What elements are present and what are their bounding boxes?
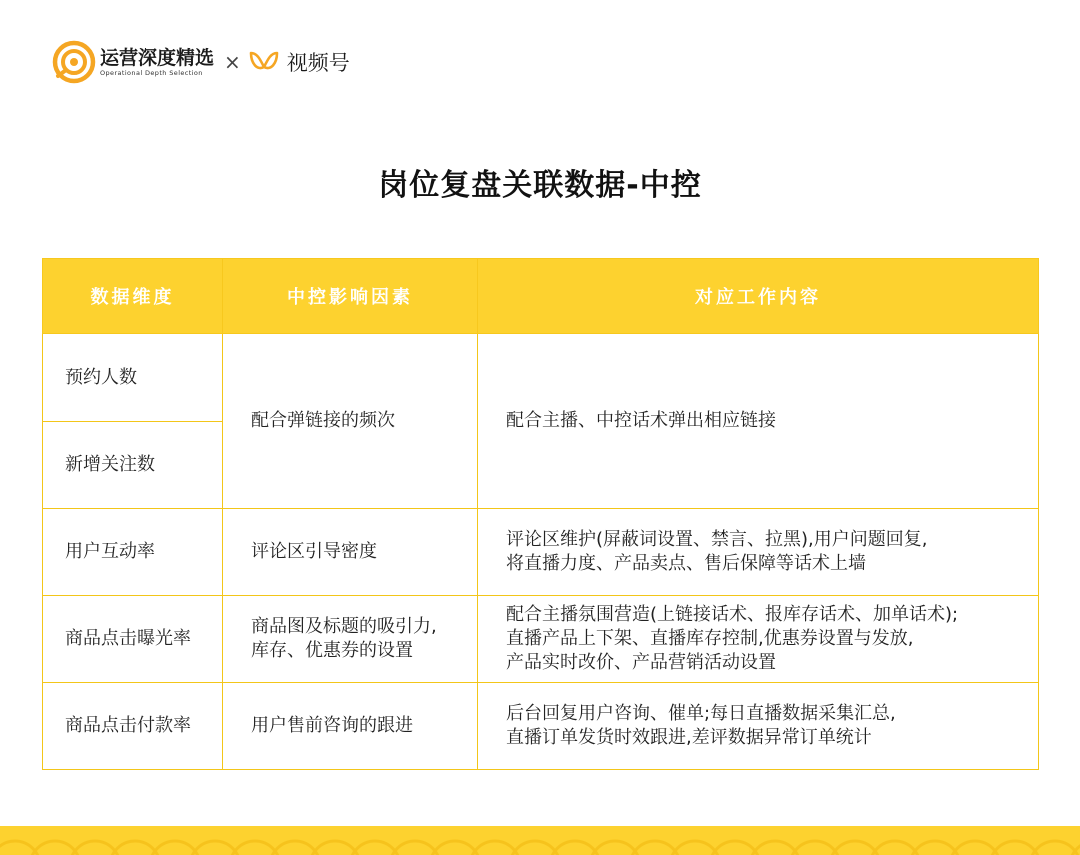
work-cell <box>478 683 1039 770</box>
dimension-cell: 商品点击付款率 <box>43 683 223 770</box>
table-row <box>43 596 1039 683</box>
partner-name: 视频号 <box>286 51 350 75</box>
dimension-cell: 用户互动率 <box>43 509 223 596</box>
factor-cell: 用户售前咨询的跟进 <box>223 683 478 770</box>
band-pattern-icon <box>0 826 1080 855</box>
table-row <box>43 683 1039 770</box>
dimension-cell: 商品点击曝光率 <box>43 596 223 683</box>
work-line: 直播产品上下架、直播库存控制,优惠券设置与发放, <box>506 628 914 649</box>
table-row <box>43 334 1039 422</box>
channels-logo-icon <box>249 49 279 75</box>
dimension-cell: 预约人数 <box>43 334 223 422</box>
work-line: 产品实时改价、产品营销活动设置 <box>506 652 776 673</box>
table-row <box>43 509 1039 596</box>
table-header-row <box>43 259 1039 334</box>
factor-cell <box>223 596 478 683</box>
header-factor: 中控影响因素 <box>223 259 478 334</box>
bottom-band <box>0 826 1080 855</box>
brand-name-cn: 运营深度精选 <box>100 46 215 69</box>
header-dimension: 数据维度 <box>43 259 223 334</box>
work-line: 后台回复用户咨询、催单;每日直播数据采集汇总, <box>506 703 896 724</box>
work-line: 配合主播氛围营造(上链接话术、报库存话术、加单话术); <box>506 604 959 625</box>
factor-cell: 评论区引导密度 <box>223 509 478 596</box>
header-work: 对应工作内容 <box>478 259 1039 334</box>
page-title: 岗位复盘关联数据-中控 <box>378 168 702 203</box>
brand-name-en: Operational Depth Selection <box>100 68 203 77</box>
work-cell <box>478 509 1039 596</box>
dimension-cell: 新增关注数 <box>43 422 223 509</box>
factor-cell: 配合弹链接的频次 <box>223 334 478 509</box>
factor-line: 商品图及标题的吸引力, <box>251 616 437 637</box>
data-table <box>42 258 1039 770</box>
factor-line: 库存、优惠券的设置 <box>251 640 413 661</box>
work-line: 直播订单发货时效跟进,差评数据异常订单统计 <box>506 727 872 748</box>
brand-text <box>100 47 214 78</box>
work-cell: 配合主播、中控话术弹出相应链接 <box>478 334 1039 509</box>
work-line: 评论区维护(屏蔽词设置、禁言、拉黑),用户问题回复, <box>506 529 928 550</box>
work-line: 将直播力度、产品卖点、售后保障等话术上墙 <box>506 553 866 574</box>
work-cell <box>478 596 1039 683</box>
brand-header <box>52 40 350 84</box>
cross-separator: × <box>224 50 241 74</box>
brand-logo-icon <box>52 40 96 84</box>
